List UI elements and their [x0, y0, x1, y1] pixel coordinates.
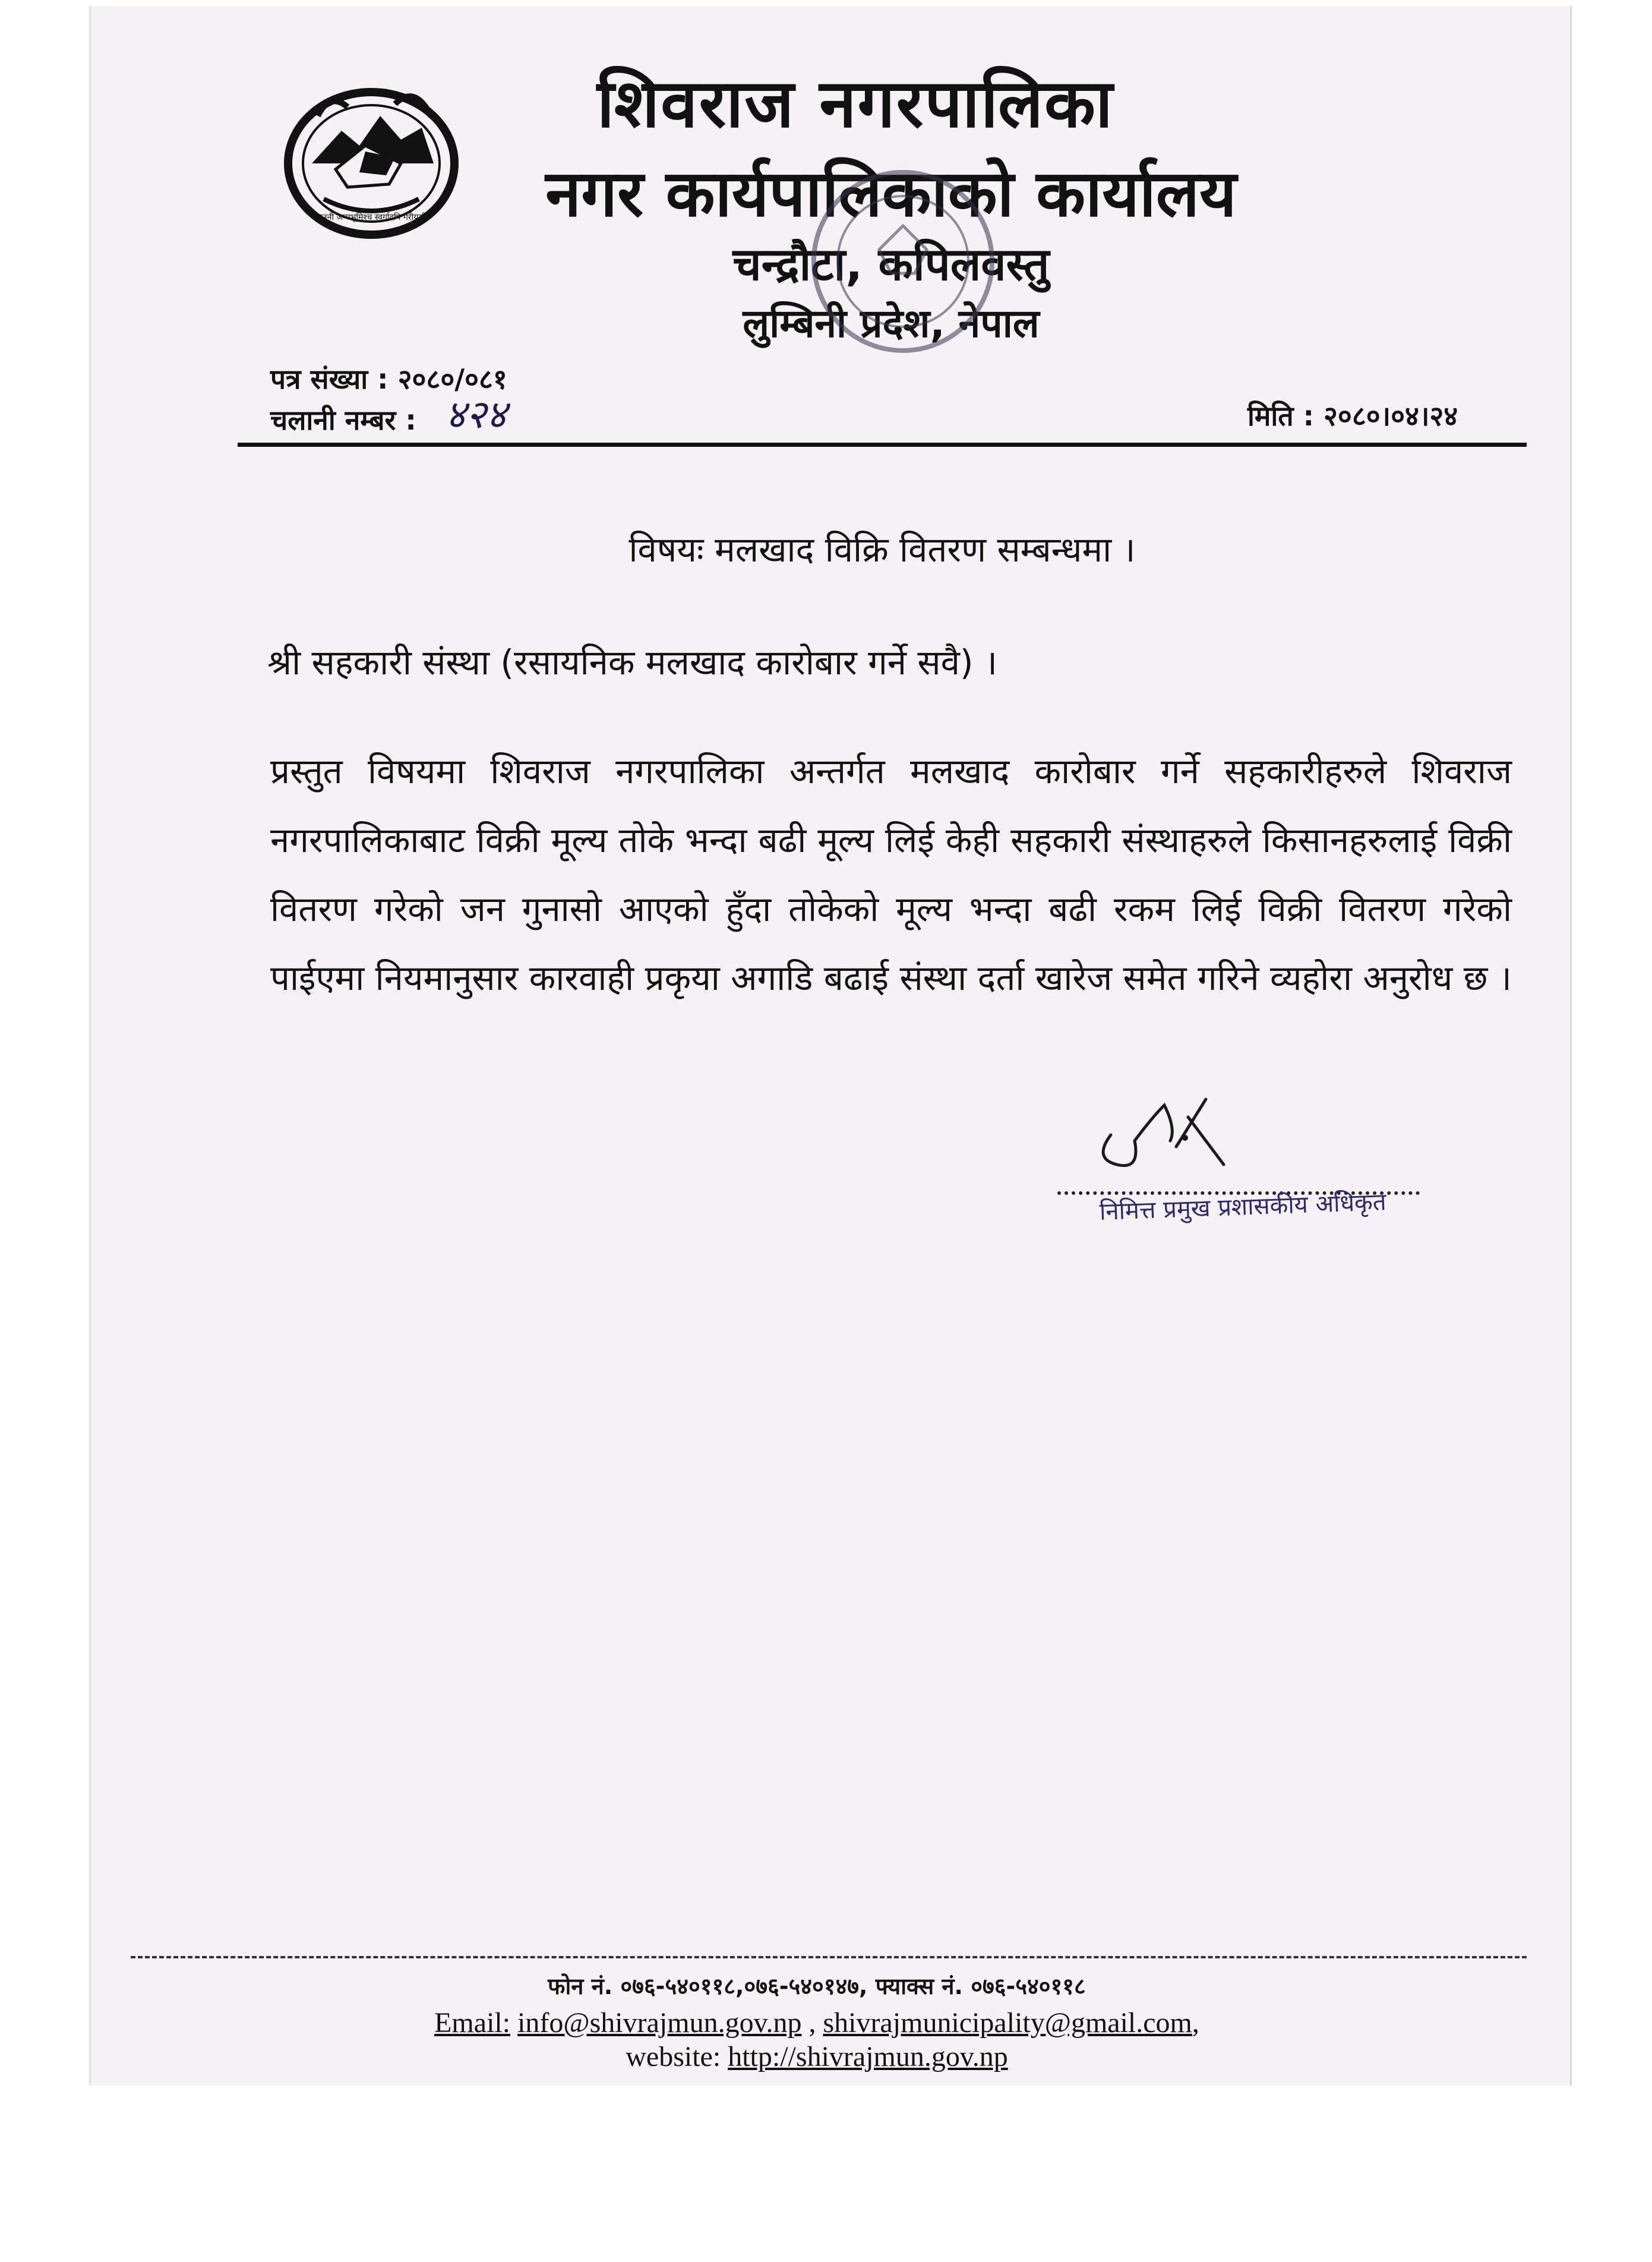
footer-divider: [131, 1956, 1527, 1958]
miti-value: २०८०।०४।२४: [1323, 400, 1458, 432]
footer-phone: फोन नं. ०७६-५४०११८,०७६-५४०१४७, फ्याक्स नं. ०७६-५४०११८: [548, 1973, 1086, 1999]
svg-text:जननी जन्मभूमिश्च स्वर्गादपि गर: जननी जन्मभूमिश्च स्वर्गादपि गरीयसी: [316, 213, 427, 222]
email-link-info[interactable]: info@shivrajmun.gov.np: [517, 2007, 802, 2039]
header-title-line1: शिवराज नगरपालिका: [597, 65, 1114, 143]
miti-date: [1247, 398, 1458, 434]
website-label: website:: [626, 2041, 721, 2072]
email-link-gmail[interactable]: shivrajmunicipality@gmail.com: [823, 2007, 1192, 2039]
patra-sankhya-value: २०८०/०८१: [397, 363, 507, 395]
footer-website-line: [238, 2039, 1396, 2075]
footer-email-line: [238, 2005, 1396, 2041]
header-divider: [238, 443, 1527, 447]
chalani-number-label: चलानी नम्बर :: [270, 404, 416, 436]
header-title-line2: नगर कार्यपालिकाको कार्यालय: [545, 157, 1237, 231]
handwritten-signature: [1087, 1081, 1265, 1182]
chalani-number-value: ४२४: [446, 392, 507, 437]
email-separator: ,: [801, 2007, 823, 2039]
miti-label: मिति :: [1247, 400, 1314, 432]
chalani-number: [270, 402, 416, 438]
letter-subject: विषयः मलखाद विक्रि वितरण सम्बन्धमा ।: [628, 529, 1136, 570]
website-link[interactable]: http://shivrajmun.gov.np: [728, 2041, 1008, 2072]
letter-body: प्रस्तुत विषयमा शिवराज नगरपालिका अन्तर्गत मलखाद कारोबार गर्ने सहकारीहरुले शिवराज नगरपालिकाबाट विक्री मूल्य तोके भन्दा बढी मूल्य लिई केही सहकारी संस्थाहरुले किसानहरुलाई विक्री वितरण गरेको जन गुनासो आएको हुँदा तोकेको मूल्य भन्दा बढी रकम लिई विक्री वितरण गरेको पाईएमा नियमानुसार कारवाही प्रकृया अगाडि बढाई संस्था दर्ता खारेज समेत गरिने व्यहोरा अनुरोध छ ।: [270, 751, 1512, 998]
patra-sankhya-label: पत्र संख्या :: [270, 363, 388, 395]
header-address-line2: लुम्बिनी प्रदेश, नेपाल: [743, 301, 1040, 346]
header-address-line1: चन्द्रौटा, कपिलवस्तु: [732, 238, 1050, 291]
office-stamp-icon: [790, 154, 1016, 368]
letter-recipient: श्री सहकारी संस्था (रसायनिक मलखाद कारोबार गर्ने सवै) ।: [267, 642, 997, 683]
signature-title: निमित्त प्रमुख प्रशासकीय अधिकृत: [1099, 1188, 1387, 1226]
email-end: ,: [1192, 2007, 1199, 2039]
email-label: Email:: [434, 2007, 511, 2039]
